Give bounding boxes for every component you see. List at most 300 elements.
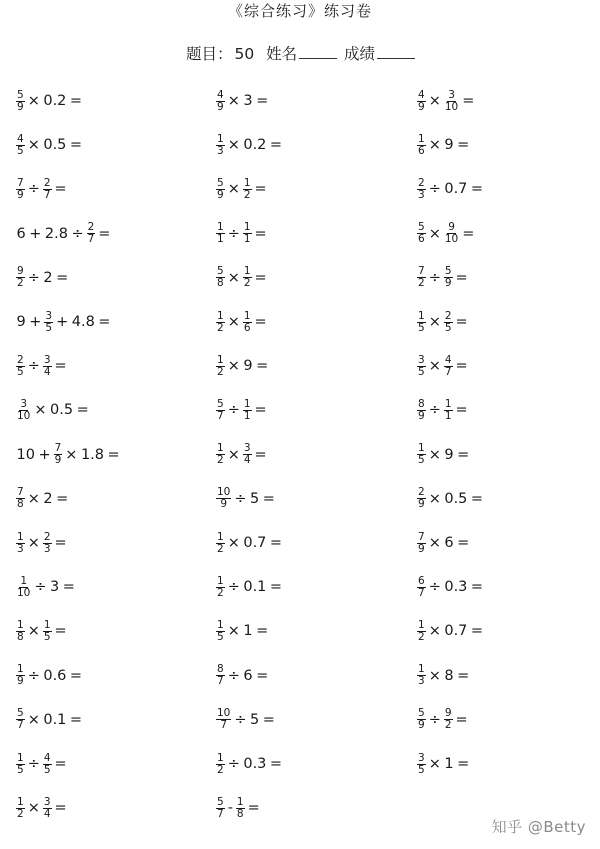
number: 9 xyxy=(444,137,454,154)
fraction xyxy=(417,178,426,201)
math-problem xyxy=(215,705,277,735)
numerator: 10 xyxy=(217,486,231,499)
numerator: 1 xyxy=(243,397,251,410)
numerator: 1 xyxy=(217,751,224,764)
denominator: 6 xyxy=(418,233,425,246)
operator: + xyxy=(29,225,42,242)
operator: × xyxy=(428,225,441,242)
numerator: 1 xyxy=(43,618,51,631)
numerator: 2 xyxy=(43,530,51,543)
fraction xyxy=(16,355,25,378)
math-problem xyxy=(215,263,269,293)
denominator: 5 xyxy=(444,321,452,334)
watermark: 知乎 @Betty xyxy=(491,818,586,836)
operator: × xyxy=(65,446,78,463)
number: 0.7 xyxy=(243,535,267,551)
denominator: 10 xyxy=(444,100,459,113)
numerator: 3 xyxy=(418,353,425,366)
operator: × xyxy=(227,314,240,330)
fraction xyxy=(16,266,25,289)
fraction xyxy=(16,797,25,820)
numerator: 1 xyxy=(418,309,425,322)
operator: = xyxy=(54,756,67,772)
numerator: 4 xyxy=(444,353,452,366)
denominator: 4 xyxy=(43,807,51,820)
fraction xyxy=(16,134,25,157)
question-count-label: 题目： xyxy=(185,45,233,63)
fraction xyxy=(417,532,426,555)
operator: × xyxy=(428,93,441,109)
operator: ÷ xyxy=(27,358,40,375)
denominator: 7 xyxy=(43,188,51,201)
operator: = xyxy=(254,446,267,463)
math-problem xyxy=(215,749,284,779)
numerator: 7 xyxy=(17,486,24,499)
operator: × xyxy=(428,535,441,551)
operator: ÷ xyxy=(428,579,441,596)
denominator: 5 xyxy=(17,365,24,378)
denominator: 2 xyxy=(217,365,224,378)
number: 9 xyxy=(243,358,253,375)
number: 2 xyxy=(43,490,53,507)
operator: = xyxy=(69,137,83,154)
numerator: 1 xyxy=(243,221,251,234)
numerator: 1 xyxy=(243,309,251,322)
fraction xyxy=(243,178,252,201)
numerator: 1 xyxy=(418,663,425,676)
denominator: 9 xyxy=(444,277,452,290)
number: 0.7 xyxy=(444,181,468,198)
denominator: 9 xyxy=(418,100,425,113)
operator: ÷ xyxy=(27,269,40,286)
operator: = xyxy=(54,535,67,551)
math-problem xyxy=(15,528,69,558)
denominator: 2 xyxy=(217,454,224,467)
math-problem xyxy=(416,130,471,160)
number: 0.7 xyxy=(444,623,468,640)
fraction xyxy=(216,487,231,510)
denominator: 9 xyxy=(418,542,425,555)
fraction xyxy=(243,222,252,245)
operator: = xyxy=(455,402,468,419)
fraction xyxy=(243,266,252,289)
operator: = xyxy=(256,667,269,684)
denominator: 5 xyxy=(418,454,425,467)
fraction xyxy=(417,90,426,113)
fraction xyxy=(417,753,426,776)
operator: × xyxy=(27,800,40,817)
numerator: 8 xyxy=(418,397,425,410)
fraction xyxy=(87,222,96,245)
math-problem xyxy=(215,395,269,425)
math-problem xyxy=(15,395,91,425)
denominator: 5 xyxy=(418,365,425,378)
operator: = xyxy=(457,137,470,154)
numerator: 9 xyxy=(448,221,455,234)
math-problem xyxy=(15,440,122,470)
numerator: 1 xyxy=(20,574,28,587)
numerator: 9 xyxy=(17,265,24,278)
denominator: 7 xyxy=(217,409,224,422)
operator: × xyxy=(227,446,240,463)
denominator: 2 xyxy=(444,719,452,732)
operator: = xyxy=(462,93,475,109)
number: 5 xyxy=(250,490,260,507)
number: 4.8 xyxy=(71,314,95,330)
question-count: 50 xyxy=(234,45,255,63)
number: 1 xyxy=(243,623,253,640)
denominator: 2 xyxy=(217,763,224,776)
fraction xyxy=(216,90,225,113)
operator: ÷ xyxy=(71,225,84,242)
operator: + xyxy=(29,314,42,330)
operator: ÷ xyxy=(227,402,240,419)
operator: ÷ xyxy=(27,667,40,684)
operator: × xyxy=(227,535,240,551)
denominator: 9 xyxy=(217,188,224,201)
fraction xyxy=(216,355,225,378)
denominator: 2 xyxy=(418,630,425,643)
math-problem xyxy=(15,572,77,602)
denominator: 8 xyxy=(217,277,224,290)
fraction xyxy=(216,620,225,643)
numerator: 8 xyxy=(217,663,224,676)
math-problem xyxy=(15,616,69,646)
fraction xyxy=(444,708,453,731)
math-problem xyxy=(416,440,471,470)
fraction xyxy=(16,487,25,510)
operator: ÷ xyxy=(227,579,240,596)
denominator: 8 xyxy=(236,807,244,820)
operator: = xyxy=(56,269,69,286)
numerator: 3 xyxy=(418,751,425,764)
number: 9 xyxy=(444,446,454,463)
numerator: 4 xyxy=(43,751,51,764)
operator: = xyxy=(470,490,484,507)
denominator: 9 xyxy=(418,409,425,422)
denominator: 9 xyxy=(17,100,24,113)
fraction xyxy=(216,797,225,820)
fraction xyxy=(54,443,63,466)
math-problem xyxy=(15,174,69,204)
fraction xyxy=(216,399,225,422)
fraction xyxy=(43,753,52,776)
denominator: 9 xyxy=(17,188,24,201)
operator: = xyxy=(254,402,267,419)
denominator: 5 xyxy=(217,630,224,643)
numerator: 3 xyxy=(43,795,51,808)
denominator: 2 xyxy=(217,321,224,334)
fraction xyxy=(417,664,426,687)
numerator: 4 xyxy=(418,88,425,101)
operator: = xyxy=(107,446,120,463)
denominator: 9 xyxy=(418,498,425,511)
math-problem xyxy=(15,484,70,514)
operator: + xyxy=(38,446,51,463)
number: 10 xyxy=(16,446,35,463)
operator: ÷ xyxy=(34,579,47,596)
operator: = xyxy=(69,667,83,684)
numerator: 1 xyxy=(217,530,224,543)
denominator: 6 xyxy=(418,144,425,157)
math-problem xyxy=(416,174,485,204)
number: 0.5 xyxy=(444,490,468,507)
math-problem xyxy=(215,661,270,691)
math-problem xyxy=(15,219,112,249)
math-problem xyxy=(15,351,69,381)
numerator: 1 xyxy=(217,309,224,322)
operator: = xyxy=(54,181,67,198)
fraction xyxy=(216,266,225,289)
operator: = xyxy=(254,181,267,198)
number: 2.8 xyxy=(44,225,68,242)
math-problem xyxy=(215,572,284,602)
operator: = xyxy=(98,225,111,242)
numerator: 6 xyxy=(418,574,425,587)
number: 0.6 xyxy=(43,667,67,684)
denominator: 7 xyxy=(418,586,425,599)
operator: = xyxy=(54,623,67,640)
operator: × xyxy=(428,623,441,640)
operator: × xyxy=(27,623,40,640)
fraction xyxy=(417,576,426,599)
denominator: 9 xyxy=(54,454,62,467)
numerator: 1 xyxy=(217,618,224,631)
number: 2 xyxy=(43,269,53,286)
operator: ÷ xyxy=(428,402,441,419)
numerator: 2 xyxy=(444,309,452,322)
fraction xyxy=(417,266,426,289)
operator: = xyxy=(54,800,67,817)
fraction xyxy=(216,443,225,466)
operator: = xyxy=(56,490,69,507)
operator: = xyxy=(254,269,267,286)
fraction xyxy=(417,355,426,378)
operator: × xyxy=(428,667,441,684)
operator: = xyxy=(462,225,475,242)
number: 0.3 xyxy=(444,579,468,596)
denominator: 3 xyxy=(418,188,425,201)
fraction xyxy=(417,399,426,422)
operator: ÷ xyxy=(227,225,240,242)
fraction xyxy=(444,266,453,289)
fraction xyxy=(216,222,225,245)
denominator: 2 xyxy=(243,277,251,290)
operator: × xyxy=(227,269,240,286)
numerator: 1 xyxy=(243,176,251,189)
operator: × xyxy=(428,314,441,330)
operator: = xyxy=(470,623,484,640)
number: 0.2 xyxy=(243,137,267,154)
operator: × xyxy=(27,490,40,507)
denominator: 7 xyxy=(444,365,452,378)
math-problem xyxy=(416,616,485,646)
numerator: 2 xyxy=(418,176,425,189)
operator: = xyxy=(457,667,470,684)
operator: = xyxy=(69,93,83,109)
number: 8 xyxy=(444,667,454,684)
denominator: 4 xyxy=(43,365,51,378)
math-problem xyxy=(215,440,269,470)
numerator: 2 xyxy=(43,176,51,189)
fraction xyxy=(444,355,453,378)
math-problem xyxy=(215,307,269,337)
denominator: 1 xyxy=(243,409,251,422)
number: 9 xyxy=(16,314,26,330)
denominator: 4 xyxy=(243,454,251,467)
numerator: 1 xyxy=(217,574,224,587)
number: 5 xyxy=(250,711,260,728)
math-problem xyxy=(416,219,476,249)
operator: ÷ xyxy=(234,711,247,728)
operator: × xyxy=(27,711,40,728)
number: 0.5 xyxy=(43,137,67,154)
numerator: 4 xyxy=(17,132,24,145)
denominator: 10 xyxy=(17,409,31,422)
fraction xyxy=(216,753,225,776)
name-blank xyxy=(299,46,337,59)
denominator: 5 xyxy=(418,763,425,776)
operator: × xyxy=(428,490,441,507)
numerator: 5 xyxy=(17,88,24,101)
math-problem xyxy=(15,705,84,735)
operator: × xyxy=(227,623,240,640)
operator: × xyxy=(428,358,441,375)
fraction xyxy=(16,708,25,731)
numerator: 2 xyxy=(87,221,95,234)
operator: = xyxy=(269,756,283,772)
math-problem xyxy=(416,351,470,381)
operator: ÷ xyxy=(428,181,441,198)
operator: = xyxy=(269,579,283,596)
operator: = xyxy=(455,314,468,330)
numerator: 10 xyxy=(217,707,231,720)
math-problem xyxy=(416,661,471,691)
math-problem xyxy=(416,528,471,558)
operator: ÷ xyxy=(428,711,441,728)
denominator: 5 xyxy=(17,144,24,157)
math-problem xyxy=(215,484,277,514)
denominator: 2 xyxy=(17,277,24,290)
math-problem xyxy=(416,307,470,337)
operator: × xyxy=(227,358,240,375)
fraction xyxy=(16,664,25,687)
numerator: 1 xyxy=(418,132,425,145)
operator: = xyxy=(262,711,275,728)
denominator: 10 xyxy=(444,233,459,246)
denominator: 6 xyxy=(243,321,251,334)
fraction xyxy=(243,443,252,466)
operator: - xyxy=(227,800,233,817)
fraction xyxy=(444,311,453,334)
numerator: 5 xyxy=(217,265,224,278)
denominator: 9 xyxy=(220,498,228,511)
operator: = xyxy=(69,711,83,728)
fraction xyxy=(43,797,52,820)
operator: × xyxy=(34,402,47,419)
denominator: 7 xyxy=(17,719,24,732)
fraction xyxy=(16,620,25,643)
denominator: 2 xyxy=(418,277,425,290)
fraction xyxy=(216,664,225,687)
operator: = xyxy=(457,535,470,551)
numerator: 7 xyxy=(54,442,62,455)
numerator: 5 xyxy=(444,265,452,278)
operator: = xyxy=(256,93,269,109)
numerator: 1 xyxy=(217,221,224,234)
math-problem xyxy=(215,528,284,558)
operator: = xyxy=(269,137,283,154)
score-blank xyxy=(377,46,415,59)
denominator: 1 xyxy=(217,233,224,246)
fraction xyxy=(16,90,25,113)
fraction xyxy=(417,134,426,157)
fraction xyxy=(243,311,252,334)
operator: ÷ xyxy=(227,667,240,684)
fraction xyxy=(444,222,459,245)
number: 1.8 xyxy=(80,446,105,463)
denominator: 7 xyxy=(217,807,224,820)
math-problem xyxy=(416,86,476,116)
math-problem xyxy=(15,661,84,691)
math-problem xyxy=(416,749,471,779)
operator: = xyxy=(247,800,260,817)
math-problem xyxy=(15,749,69,779)
denominator: 3 xyxy=(418,675,425,688)
operator: = xyxy=(256,623,269,640)
number: 0.1 xyxy=(243,579,267,596)
operator: = xyxy=(54,358,67,375)
fraction xyxy=(216,532,225,555)
number: 0.5 xyxy=(50,402,74,419)
operator: × xyxy=(227,181,240,198)
numerator: 2 xyxy=(418,486,425,499)
numerator: 1 xyxy=(444,397,452,410)
fraction xyxy=(216,178,225,201)
operator: = xyxy=(457,756,470,772)
numerator: 1 xyxy=(17,663,24,676)
fraction xyxy=(417,620,426,643)
number: 3 xyxy=(243,93,253,109)
operator: = xyxy=(254,225,267,242)
fraction xyxy=(16,576,31,599)
numerator: 4 xyxy=(217,88,224,101)
denominator: 7 xyxy=(217,675,224,688)
math-problem xyxy=(215,130,284,160)
number: 6 xyxy=(444,535,454,551)
operator: = xyxy=(262,490,275,507)
math-problem xyxy=(215,616,270,646)
numerator: 1 xyxy=(217,353,224,366)
denominator: 9 xyxy=(418,719,425,732)
operator: × xyxy=(27,93,40,109)
math-problem xyxy=(15,130,84,160)
denominator: 7 xyxy=(220,719,228,732)
operator: = xyxy=(455,711,468,728)
math-problem xyxy=(416,484,485,514)
number: 0.3 xyxy=(243,756,267,772)
math-problem xyxy=(416,263,470,293)
fraction xyxy=(417,443,426,466)
numerator: 2 xyxy=(17,353,24,366)
operator: × xyxy=(27,137,40,154)
denominator: 2 xyxy=(217,586,224,599)
fraction xyxy=(216,708,231,731)
fraction xyxy=(16,753,25,776)
operator: ÷ xyxy=(227,756,240,772)
denominator: 8 xyxy=(17,498,24,511)
numerator: 1 xyxy=(236,795,244,808)
